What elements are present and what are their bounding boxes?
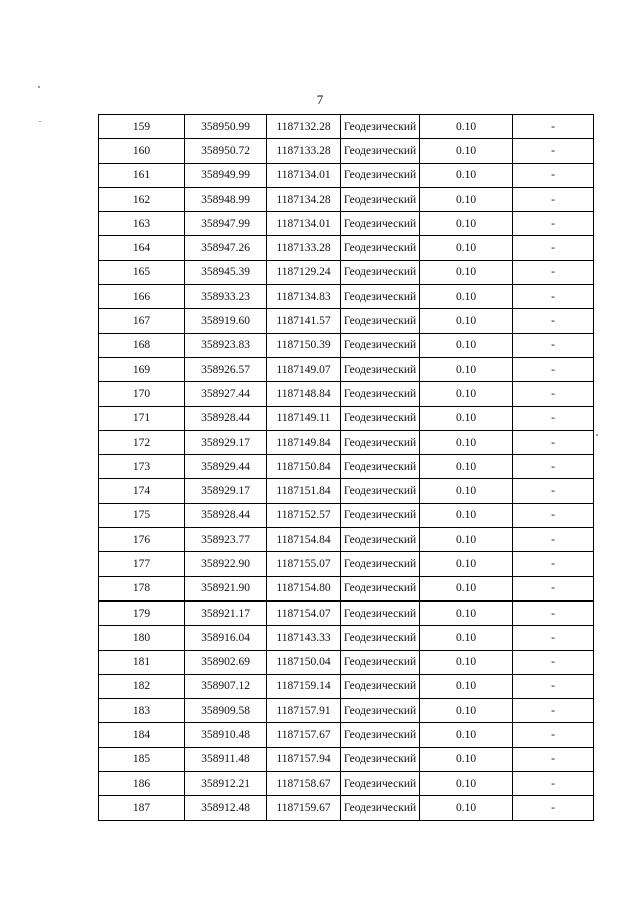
- description-cell: -: [513, 212, 594, 236]
- method-cell: Геодезический: [341, 552, 420, 576]
- description-cell: -: [513, 699, 594, 723]
- accuracy-cell: 0.10: [420, 455, 513, 479]
- table-row: [99, 139, 594, 163]
- x-coordinate-cell: 358912.21: [185, 772, 267, 796]
- x-coordinate-cell: 358929.17: [185, 430, 267, 454]
- description-cell: -: [513, 601, 594, 626]
- y-coordinate-cell: 1187151.84: [267, 479, 341, 503]
- description-cell: -: [513, 723, 594, 747]
- x-coordinate-cell: 358912.48: [185, 796, 267, 820]
- y-coordinate-cell: 1187152.57: [267, 503, 341, 527]
- accuracy-cell: 0.10: [420, 285, 513, 309]
- method-cell: Геодезический: [341, 187, 420, 211]
- y-coordinate-cell: 1187154.80: [267, 576, 341, 601]
- description-cell: -: [513, 260, 594, 284]
- x-coordinate-cell: 358916.04: [185, 626, 267, 650]
- point-number-cell: 180: [99, 626, 185, 650]
- method-cell: Геодезический: [341, 163, 420, 187]
- accuracy-cell: 0.10: [420, 576, 513, 601]
- point-number-cell: 184: [99, 723, 185, 747]
- point-number-cell: 173: [99, 455, 185, 479]
- point-number-cell: 174: [99, 479, 185, 503]
- accuracy-cell: 0.10: [420, 357, 513, 381]
- x-coordinate-cell: 358945.39: [185, 260, 267, 284]
- x-coordinate-cell: 358923.77: [185, 528, 267, 552]
- point-number-cell: 171: [99, 406, 185, 430]
- table-row: [99, 626, 594, 650]
- point-number-cell: 163: [99, 212, 185, 236]
- table-row: [99, 357, 594, 381]
- description-cell: -: [513, 796, 594, 820]
- y-coordinate-cell: 1187150.39: [267, 333, 341, 357]
- point-number-cell: 186: [99, 772, 185, 796]
- point-number-cell: 159: [99, 115, 185, 139]
- method-cell: Геодезический: [341, 382, 420, 406]
- x-coordinate-cell: 358922.90: [185, 552, 267, 576]
- description-cell: -: [513, 576, 594, 601]
- accuracy-cell: 0.10: [420, 187, 513, 211]
- description-cell: -: [513, 309, 594, 333]
- x-coordinate-cell: 358947.26: [185, 236, 267, 260]
- accuracy-cell: 0.10: [420, 260, 513, 284]
- y-coordinate-cell: 1187154.07: [267, 601, 341, 626]
- point-number-cell: 172: [99, 430, 185, 454]
- y-coordinate-cell: 1187157.94: [267, 747, 341, 771]
- y-coordinate-cell: 1187132.28: [267, 115, 341, 139]
- table-row: [99, 212, 594, 236]
- y-coordinate-cell: 1187157.91: [267, 699, 341, 723]
- table-row: [99, 576, 594, 601]
- description-cell: -: [513, 357, 594, 381]
- accuracy-cell: 0.10: [420, 601, 513, 626]
- point-number-cell: 165: [99, 260, 185, 284]
- x-coordinate-cell: 358907.12: [185, 674, 267, 698]
- table-row: [99, 115, 594, 139]
- x-coordinate-cell: 358921.17: [185, 601, 267, 626]
- accuracy-cell: 0.10: [420, 723, 513, 747]
- accuracy-cell: 0.10: [420, 503, 513, 527]
- description-cell: -: [513, 236, 594, 260]
- method-cell: Геодезический: [341, 626, 420, 650]
- table-row: [99, 601, 594, 626]
- accuracy-cell: 0.10: [420, 528, 513, 552]
- table-row: [99, 406, 594, 430]
- y-coordinate-cell: 1187141.57: [267, 309, 341, 333]
- y-coordinate-cell: 1187129.24: [267, 260, 341, 284]
- description-cell: -: [513, 528, 594, 552]
- x-coordinate-cell: 358923.83: [185, 333, 267, 357]
- method-cell: Геодезический: [341, 699, 420, 723]
- accuracy-cell: 0.10: [420, 430, 513, 454]
- method-cell: Геодезический: [341, 503, 420, 527]
- page-number: 7: [316, 92, 324, 107]
- accuracy-cell: 0.10: [420, 115, 513, 139]
- point-number-cell: 164: [99, 236, 185, 260]
- accuracy-cell: 0.10: [420, 212, 513, 236]
- x-coordinate-cell: 358928.44: [185, 406, 267, 430]
- table-row: [99, 772, 594, 796]
- table-row: [99, 382, 594, 406]
- x-coordinate-cell: 358947.99: [185, 212, 267, 236]
- description-cell: -: [513, 115, 594, 139]
- x-coordinate-cell: 358927.44: [185, 382, 267, 406]
- method-cell: Геодезический: [341, 479, 420, 503]
- y-coordinate-cell: 1187133.28: [267, 236, 341, 260]
- y-coordinate-cell: 1187149.11: [267, 406, 341, 430]
- point-number-cell: 161: [99, 163, 185, 187]
- y-coordinate-cell: 1187148.84: [267, 382, 341, 406]
- table-row: [99, 796, 594, 820]
- method-cell: Геодезический: [341, 357, 420, 381]
- description-cell: -: [513, 650, 594, 674]
- method-cell: Геодезический: [341, 528, 420, 552]
- x-coordinate-cell: 358950.72: [185, 139, 267, 163]
- y-coordinate-cell: 1187150.04: [267, 650, 341, 674]
- x-coordinate-cell: 358911.48: [185, 747, 267, 771]
- table-body: [99, 115, 594, 821]
- table-row: [99, 309, 594, 333]
- point-number-cell: 160: [99, 139, 185, 163]
- method-cell: Геодезический: [341, 333, 420, 357]
- y-coordinate-cell: 1187149.84: [267, 430, 341, 454]
- accuracy-cell: 0.10: [420, 796, 513, 820]
- y-coordinate-cell: 1187150.84: [267, 455, 341, 479]
- table-row: [99, 430, 594, 454]
- y-coordinate-cell: 1187159.67: [267, 796, 341, 820]
- point-number-cell: 178: [99, 576, 185, 601]
- point-number-cell: 177: [99, 552, 185, 576]
- y-coordinate-cell: 1187143.33: [267, 626, 341, 650]
- table-row: [99, 163, 594, 187]
- point-number-cell: 182: [99, 674, 185, 698]
- accuracy-cell: 0.10: [420, 650, 513, 674]
- table-row: [99, 699, 594, 723]
- description-cell: -: [513, 626, 594, 650]
- table-row: [99, 260, 594, 284]
- table-row: [99, 674, 594, 698]
- accuracy-cell: 0.10: [420, 406, 513, 430]
- description-cell: -: [513, 406, 594, 430]
- x-coordinate-cell: 358949.99: [185, 163, 267, 187]
- accuracy-cell: 0.10: [420, 382, 513, 406]
- y-coordinate-cell: 1187149.07: [267, 357, 341, 381]
- scan-speck: [596, 434, 598, 436]
- x-coordinate-cell: 358910.48: [185, 723, 267, 747]
- description-cell: -: [513, 382, 594, 406]
- accuracy-cell: 0.10: [420, 139, 513, 163]
- description-cell: -: [513, 333, 594, 357]
- description-cell: -: [513, 552, 594, 576]
- accuracy-cell: 0.10: [420, 479, 513, 503]
- point-number-cell: 187: [99, 796, 185, 820]
- method-cell: Геодезический: [341, 212, 420, 236]
- description-cell: -: [513, 479, 594, 503]
- method-cell: Геодезический: [341, 115, 420, 139]
- accuracy-cell: 0.10: [420, 552, 513, 576]
- description-cell: -: [513, 674, 594, 698]
- x-coordinate-cell: 358902.69: [185, 650, 267, 674]
- x-coordinate-cell: 358909.58: [185, 699, 267, 723]
- x-coordinate-cell: 358929.17: [185, 479, 267, 503]
- point-number-cell: 183: [99, 699, 185, 723]
- point-number-cell: 185: [99, 747, 185, 771]
- description-cell: -: [513, 285, 594, 309]
- method-cell: Геодезический: [341, 576, 420, 601]
- y-coordinate-cell: 1187157.67: [267, 723, 341, 747]
- y-coordinate-cell: 1187155.07: [267, 552, 341, 576]
- description-cell: -: [513, 139, 594, 163]
- accuracy-cell: 0.10: [420, 674, 513, 698]
- table-row: [99, 503, 594, 527]
- method-cell: Геодезический: [341, 650, 420, 674]
- method-cell: Геодезический: [341, 601, 420, 626]
- y-coordinate-cell: 1187134.83: [267, 285, 341, 309]
- point-number-cell: 167: [99, 309, 185, 333]
- method-cell: Геодезический: [341, 236, 420, 260]
- accuracy-cell: 0.10: [420, 236, 513, 260]
- method-cell: Геодезический: [341, 285, 420, 309]
- table-row: [99, 455, 594, 479]
- point-number-cell: 168: [99, 333, 185, 357]
- accuracy-cell: 0.10: [420, 333, 513, 357]
- method-cell: Геодезический: [341, 309, 420, 333]
- description-cell: -: [513, 455, 594, 479]
- scan-speck: [38, 86, 40, 88]
- method-cell: Геодезический: [341, 772, 420, 796]
- method-cell: Геодезический: [341, 260, 420, 284]
- point-number-cell: 179: [99, 601, 185, 626]
- x-coordinate-cell: 358928.44: [185, 503, 267, 527]
- table-row: [99, 723, 594, 747]
- y-coordinate-cell: 1187134.01: [267, 163, 341, 187]
- y-coordinate-cell: 1187134.28: [267, 187, 341, 211]
- method-cell: Геодезический: [341, 747, 420, 771]
- description-cell: -: [513, 747, 594, 771]
- accuracy-cell: 0.10: [420, 699, 513, 723]
- y-coordinate-cell: 1187159.14: [267, 674, 341, 698]
- method-cell: Геодезический: [341, 139, 420, 163]
- y-coordinate-cell: 1187158.67: [267, 772, 341, 796]
- table-row: [99, 479, 594, 503]
- description-cell: -: [513, 163, 594, 187]
- scan-speck: [39, 121, 41, 122]
- y-coordinate-cell: 1187133.28: [267, 139, 341, 163]
- point-number-cell: 170: [99, 382, 185, 406]
- x-coordinate-cell: 358950.99: [185, 115, 267, 139]
- description-cell: -: [513, 430, 594, 454]
- table-row: [99, 285, 594, 309]
- accuracy-cell: 0.10: [420, 772, 513, 796]
- coordinates-table: [98, 114, 594, 821]
- table-row: [99, 650, 594, 674]
- x-coordinate-cell: 358919.60: [185, 309, 267, 333]
- description-cell: -: [513, 772, 594, 796]
- method-cell: Геодезический: [341, 455, 420, 479]
- point-number-cell: 166: [99, 285, 185, 309]
- method-cell: Геодезический: [341, 674, 420, 698]
- table-row: [99, 747, 594, 771]
- y-coordinate-cell: 1187134.01: [267, 212, 341, 236]
- table-row: [99, 236, 594, 260]
- accuracy-cell: 0.10: [420, 747, 513, 771]
- method-cell: Геодезический: [341, 796, 420, 820]
- method-cell: Геодезический: [341, 723, 420, 747]
- point-number-cell: 175: [99, 503, 185, 527]
- point-number-cell: 169: [99, 357, 185, 381]
- accuracy-cell: 0.10: [420, 626, 513, 650]
- table-row: [99, 528, 594, 552]
- table-row: [99, 333, 594, 357]
- description-cell: -: [513, 187, 594, 211]
- point-number-cell: 176: [99, 528, 185, 552]
- x-coordinate-cell: 358926.57: [185, 357, 267, 381]
- x-coordinate-cell: 358933.23: [185, 285, 267, 309]
- description-cell: -: [513, 503, 594, 527]
- table-row: [99, 552, 594, 576]
- method-cell: Геодезический: [341, 430, 420, 454]
- point-number-cell: 181: [99, 650, 185, 674]
- x-coordinate-cell: 358948.99: [185, 187, 267, 211]
- method-cell: Геодезический: [341, 406, 420, 430]
- accuracy-cell: 0.10: [420, 163, 513, 187]
- y-coordinate-cell: 1187154.84: [267, 528, 341, 552]
- x-coordinate-cell: 358921.90: [185, 576, 267, 601]
- accuracy-cell: 0.10: [420, 309, 513, 333]
- table-row: [99, 187, 594, 211]
- point-number-cell: 162: [99, 187, 185, 211]
- x-coordinate-cell: 358929.44: [185, 455, 267, 479]
